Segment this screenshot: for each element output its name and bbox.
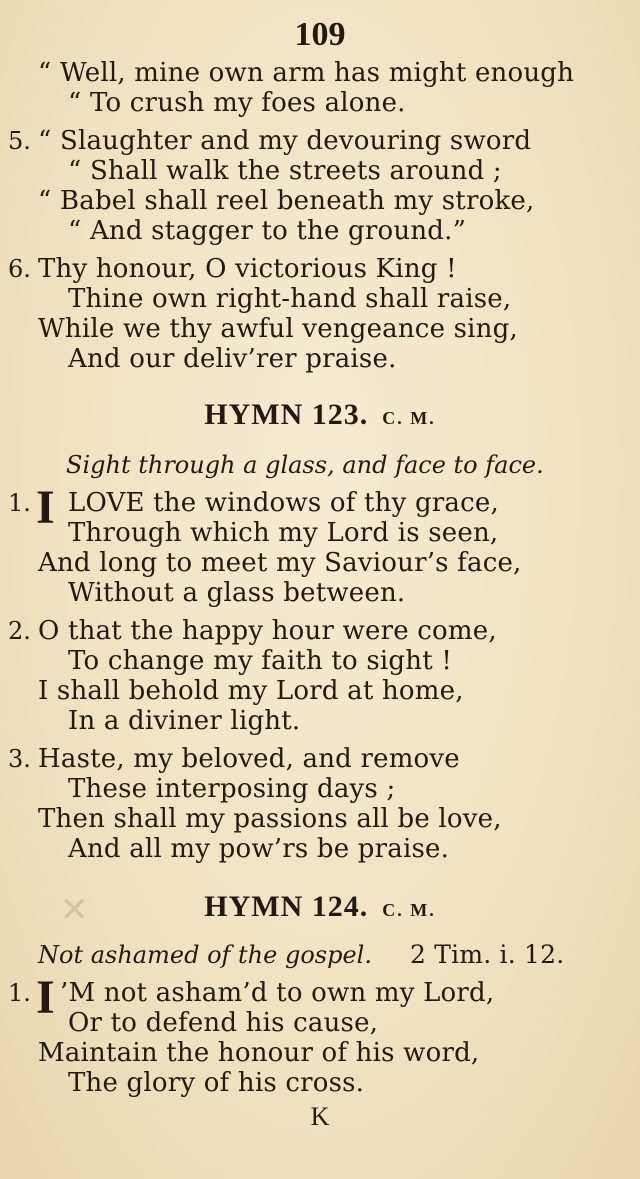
stanza-number: 1. — [8, 489, 31, 517]
stanza-number: 1. — [8, 979, 31, 1007]
hymn-title — [0, 398, 640, 432]
verse-line: ’M not asham’d to own my Lord, — [60, 978, 495, 1008]
verse-line: “ And stagger to the ground.” — [68, 216, 467, 246]
verse-line: Haste, my beloved, and remove — [38, 744, 460, 774]
faint-pencil-mark: ✕ — [60, 892, 89, 929]
verse-line: And long to meet my Saviour’s face, — [38, 548, 522, 578]
hymn-subtitle: Sight through a glass, and face to face. — [66, 451, 544, 479]
verse-line: And our deliv’rer praise. — [68, 344, 397, 374]
hymn-title-text: HYMN 124. — [204, 890, 369, 923]
verse-line: “ Babel shall reel beneath my stroke, — [38, 186, 535, 216]
hymn-meter: C. M. — [382, 408, 436, 428]
verse-line: Maintain the honour of his word, — [38, 1038, 480, 1068]
scripture-reference: 2 Tim. i. 12. — [410, 940, 565, 969]
verse-line: “ Slaughter and my devouring sword — [38, 126, 532, 156]
verse-line: Through which my Lord is seen, — [68, 518, 499, 548]
hymn-meter: C. M. — [382, 900, 436, 920]
hymn-title-text: HYMN 123. — [204, 398, 369, 431]
drop-cap: I — [36, 971, 55, 1024]
verse-line: “ Shall walk the streets around ; — [68, 156, 502, 186]
verse-line: To change my faith to sight ! — [68, 646, 452, 676]
verse-line: The glory of his cross. — [68, 1068, 365, 1098]
verse-line: Thy honour, O victorious King ! — [38, 254, 457, 284]
verse-line: O that the happy hour were come, — [38, 616, 497, 646]
verse-line: And all my pow’rs be praise. — [68, 834, 450, 864]
stanza-number: 6. — [8, 255, 31, 283]
stanza-number: 5. — [8, 127, 31, 155]
verse-line: LOVE the windows of thy grace, — [68, 488, 499, 518]
verse-line: Then shall my passions all be love, — [38, 804, 502, 834]
verse-line: These interposing days ; — [68, 774, 396, 804]
verse-line: “ To crush my foes alone. — [68, 88, 406, 118]
signature-mark: K — [310, 1102, 330, 1131]
verse-line: Without a glass between. — [68, 578, 406, 608]
drop-cap: I — [36, 481, 55, 534]
hymn-subtitle: Not ashamed of the gospel. — [38, 941, 372, 969]
verse-line: Or to defend his cause, — [68, 1008, 379, 1038]
page-number: 109 — [294, 16, 346, 53]
verse-line: I shall behold my Lord at home, — [38, 676, 464, 706]
verse-line: Thine own right-hand shall raise, — [68, 284, 512, 314]
stanza-number: 3. — [8, 745, 31, 773]
verse-line: “ Well, mine own arm has might enough — [38, 58, 575, 88]
stanza-number: 2. — [8, 617, 31, 645]
verse-line: While we thy awful vengeance sing, — [38, 314, 518, 344]
hymn-title — [0, 890, 640, 924]
verse-line: In a diviner light. — [68, 706, 301, 736]
